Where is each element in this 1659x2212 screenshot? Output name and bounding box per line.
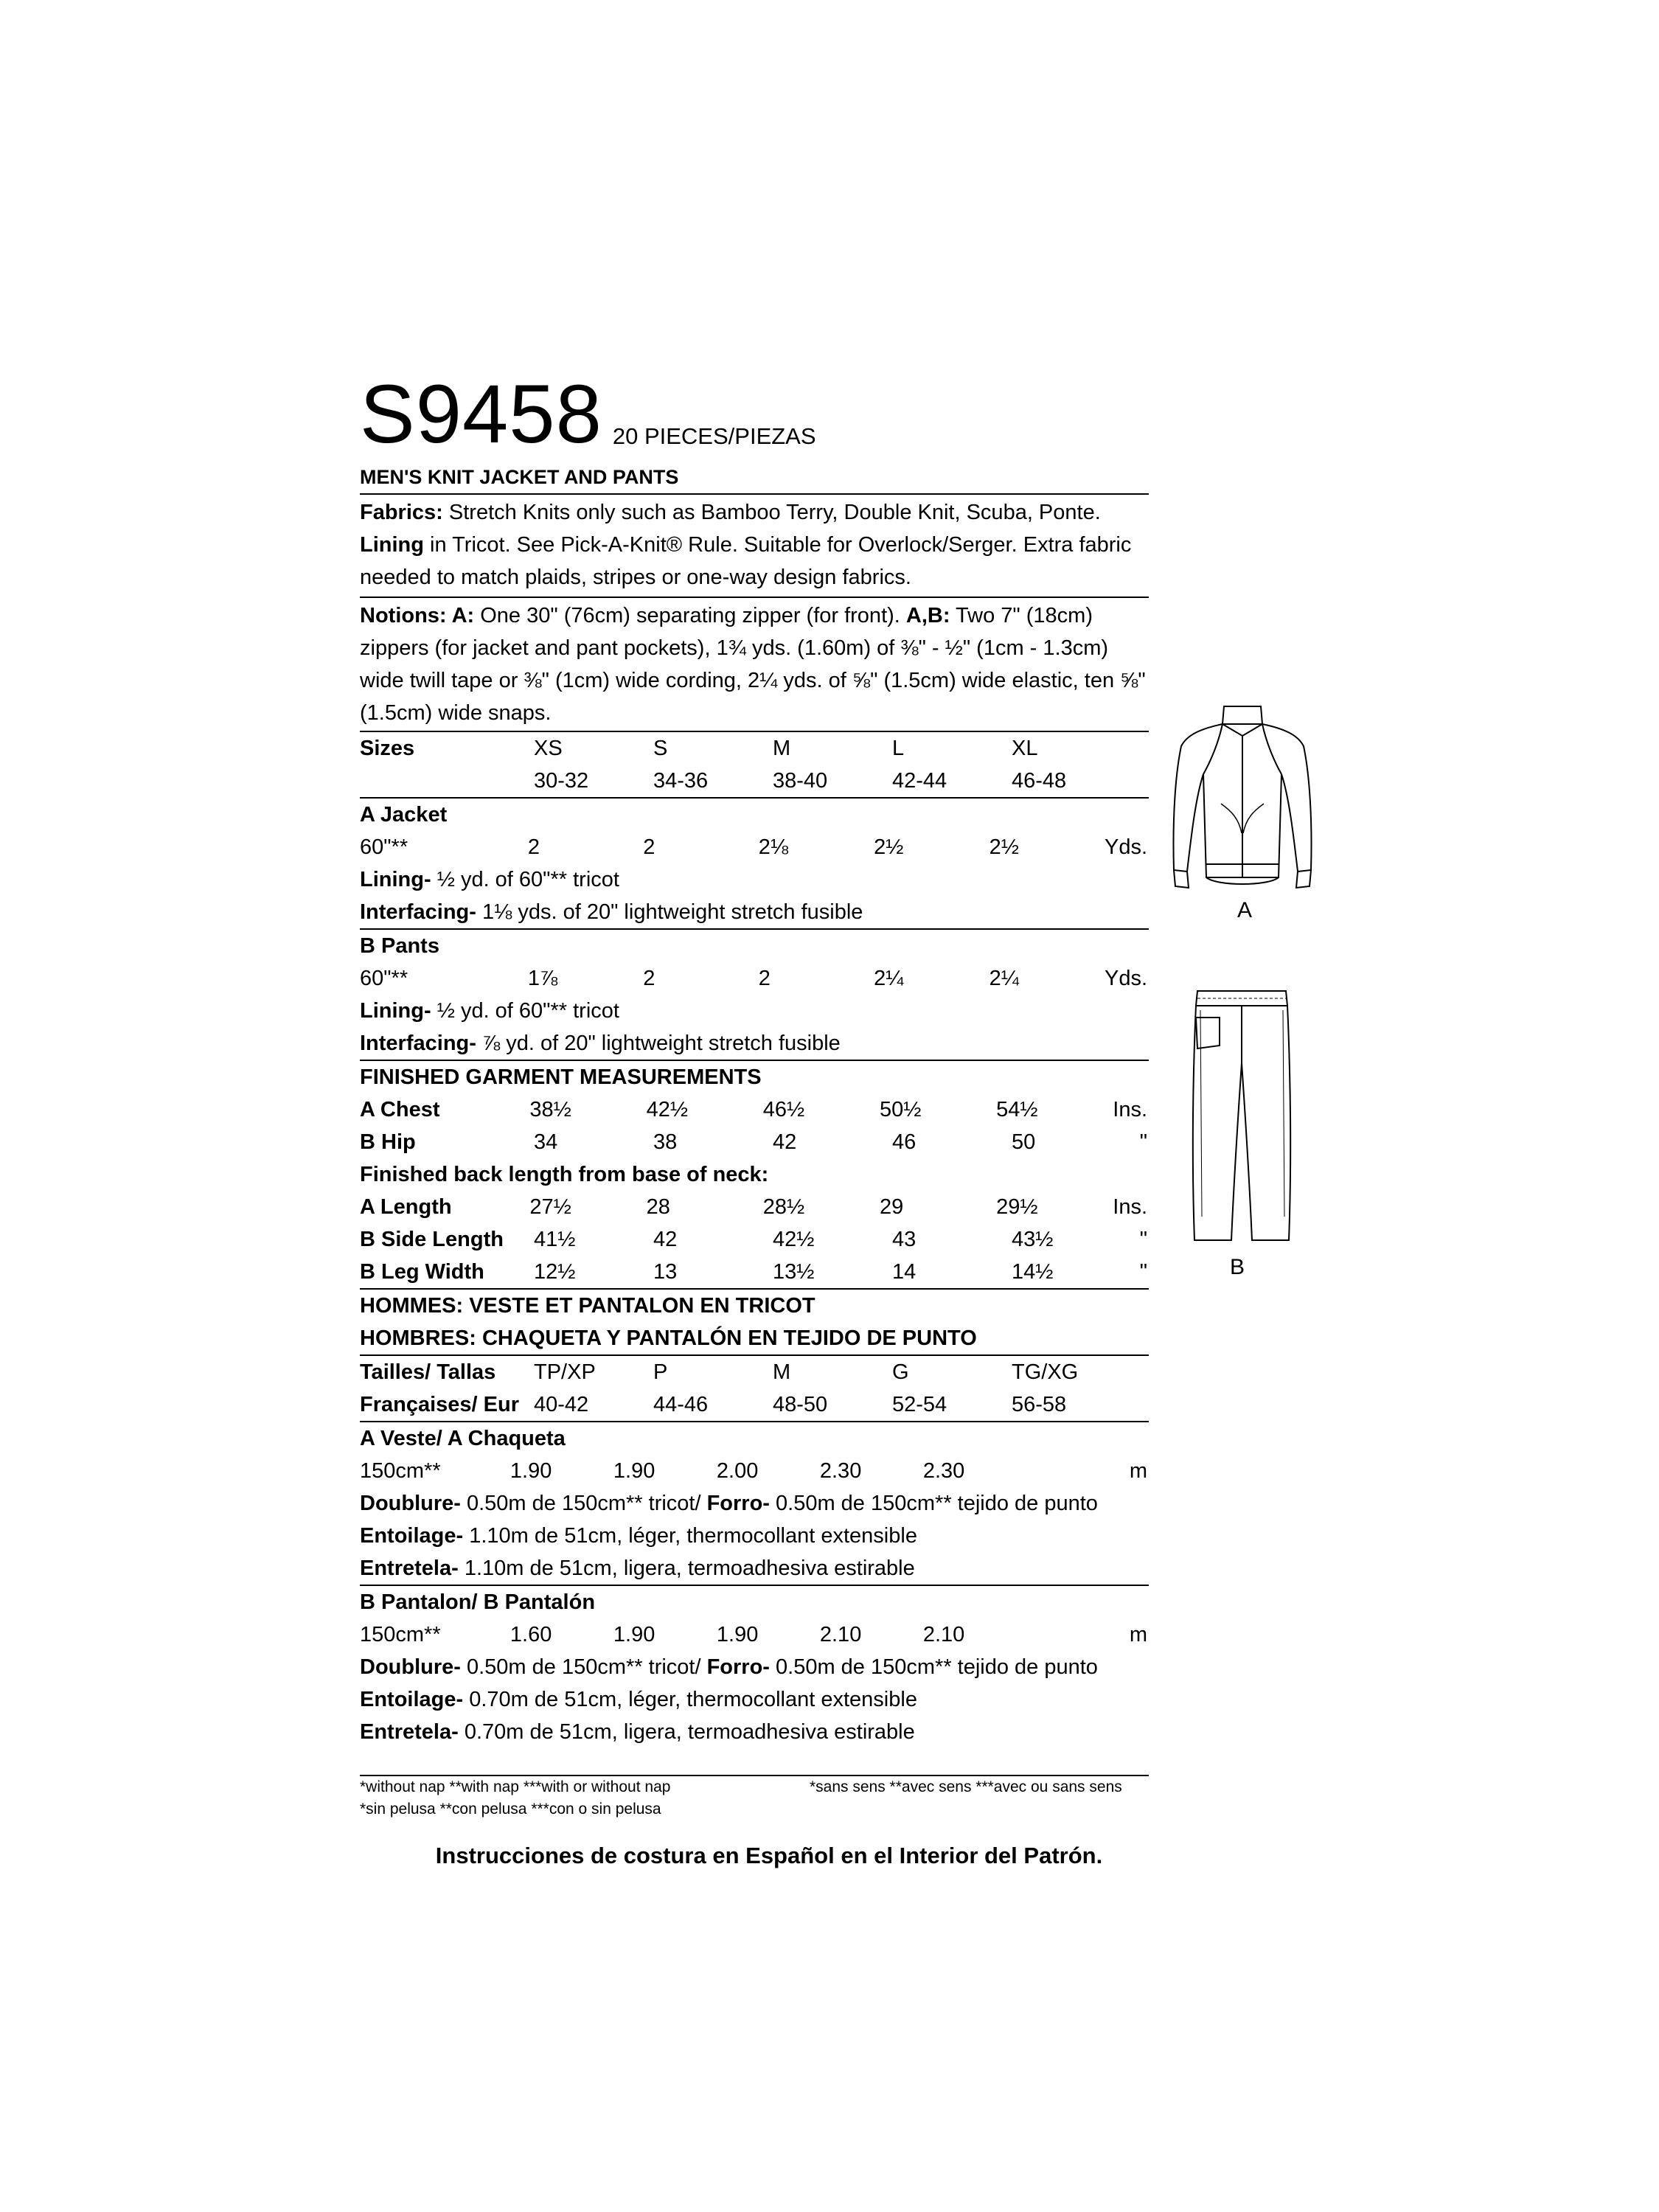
measure-value: 42½: [773, 1227, 815, 1251]
size-range: 44-46: [653, 1392, 709, 1416]
pattern-number: S9458: [360, 368, 602, 460]
veste-entretela: [360, 1552, 1149, 1585]
jacket-interfacing: [360, 896, 1149, 928]
pattern-back-sheet: [360, 367, 1149, 1869]
size-name: P: [653, 1360, 668, 1384]
veste-heading: A Veste/ A Chaqueta: [360, 1427, 566, 1450]
measure-value: 14: [892, 1259, 917, 1284]
yardage-value: 2.30: [922, 1458, 965, 1483]
size-name: S: [653, 736, 668, 760]
yardage-value: 1.60: [509, 1622, 552, 1646]
notions-ab-label: A,B:: [905, 604, 950, 627]
measurements-heading: FINISHED GARMENT MEASUREMENTS: [360, 1065, 762, 1089]
measure-value: 46: [892, 1130, 917, 1154]
jacket-illustration: [1150, 693, 1335, 907]
interfacing-label: Interfacing-: [360, 1032, 476, 1055]
notions-paragraph: [360, 599, 1149, 729]
measure-value: 46½: [762, 1097, 805, 1121]
sizes-label: Sizes: [360, 736, 415, 760]
forro-text: 0.50m de 150cm** tejido de punto: [769, 1492, 1098, 1515]
unit: m: [1129, 1458, 1148, 1483]
pants-yardage-row: [360, 962, 1149, 995]
footnote-spanish: *sin pelusa **con pelusa ***con o sin pelusa: [360, 1801, 661, 1818]
measure-value: 38½: [529, 1097, 571, 1121]
measure-value: 42: [773, 1130, 797, 1154]
hip-row: [360, 1126, 1149, 1158]
entoilage-text: 1.10m de 51cm, léger, thermocollant extensible: [463, 1524, 917, 1548]
notions-text: One 30" (76cm) separating zipper (for front).: [474, 604, 906, 627]
entoilage-text: 0.70m de 51cm, léger, thermocollant extensible: [463, 1688, 917, 1711]
foreign-sizes-row: [360, 1356, 1149, 1388]
measure-value: 42½: [646, 1097, 689, 1121]
yardage-value: 2.10: [819, 1622, 862, 1646]
chest-row: [360, 1093, 1149, 1126]
size-name: XS: [534, 736, 563, 760]
interfacing-label: Interfacing-: [360, 900, 476, 924]
yardage-value: 2.00: [716, 1458, 759, 1483]
yardage-value: 2¼: [874, 966, 904, 990]
measure-value: 28½: [762, 1194, 805, 1219]
fabrics-lining-label: Lining: [360, 533, 424, 557]
measure-value: 43½: [1012, 1227, 1054, 1251]
measure-value: 43: [892, 1227, 917, 1251]
measure-value: 27½: [529, 1194, 571, 1219]
yardage-value: 1.90: [509, 1458, 552, 1483]
fabric-width: 60"**: [360, 966, 408, 990]
size-name: XL: [1012, 736, 1038, 760]
title-row: [360, 367, 1149, 460]
spanish-title: HOMBRES: CHAQUETA Y PANTALÓN EN TEJIDO DE PUNTO: [360, 1326, 977, 1350]
measure-value: 29: [879, 1194, 904, 1219]
measure-label: A Chest: [360, 1097, 440, 1121]
entretela-text: 1.10m de 51cm, ligera, termoadhesiva estirable: [458, 1557, 915, 1580]
lining-text: ½ yd. of 60"** tricot: [431, 999, 619, 1023]
yardage-value: 1.90: [716, 1622, 759, 1646]
pants-heading: B Pants: [360, 934, 439, 958]
size-range: 52-54: [892, 1392, 947, 1416]
notions-a-label: A:: [446, 604, 475, 627]
side-length-row: [360, 1223, 1149, 1256]
measure-value: 13: [653, 1259, 678, 1284]
pants-illustration: [1180, 981, 1305, 1253]
size-name: G: [892, 1360, 909, 1384]
yardage-value: 2: [643, 835, 655, 859]
forro-text: 0.50m de 150cm** tejido de punto: [769, 1655, 1098, 1679]
french-title: HOMMES: VESTE ET PANTALON EN TRICOT: [360, 1294, 815, 1318]
yardage-value: 2.30: [819, 1458, 862, 1483]
entoilage-label: Entoilage-: [360, 1524, 464, 1548]
eur-sizes-row: [360, 1388, 1149, 1421]
lining-label: Lining-: [360, 868, 431, 891]
jacket-heading: A Jacket: [360, 803, 448, 827]
size-name: TG/XG: [1012, 1360, 1079, 1384]
unit: Ins.: [1113, 1194, 1148, 1219]
unit: ": [1139, 1259, 1147, 1284]
yardage-value: 2¼: [989, 966, 1019, 990]
pantalon-heading: B Pantalon/ B Pantalón: [360, 1590, 596, 1614]
measure-value: 12½: [534, 1259, 576, 1284]
notions-label: Notions:: [360, 604, 447, 627]
measure-value: 50: [1012, 1130, 1036, 1154]
pantalon-yardage-row: [360, 1618, 1149, 1651]
yardage-value: 2.10: [922, 1622, 965, 1646]
unit: Ins.: [1113, 1097, 1148, 1121]
forro-label: Forro-: [706, 1655, 770, 1679]
size-range: 56-58: [1012, 1392, 1067, 1416]
notions-text-2: Two 7" (18cm) zippers (for jacket and pant pockets), 1¾ yds. (1.60m) of ⅜" - ½" (1cm - 1.3cm) wide twill tape or ⅜" (1cm) wide cording, 2¼ yds. of ⅝" (1.5cm) wide elastic, ten ⅝" (1.5cm) wide snaps.: [360, 604, 1146, 725]
measure-value: 29½: [996, 1194, 1038, 1219]
jacket-label: A: [1237, 898, 1253, 922]
pantalon-lining: [360, 1651, 1149, 1683]
yardage-value: 2½: [989, 835, 1019, 859]
fabrics-text: Stretch Knits only such as Bamboo Terry, Double Knit, Scuba, Ponte.: [442, 501, 1101, 524]
size-range: 46-48: [1012, 768, 1067, 793]
veste-yardage-row: [360, 1455, 1149, 1487]
footnote-french: *sans sens **avec sens ***avec ou sans sens: [810, 1778, 1122, 1795]
unit: m: [1129, 1622, 1148, 1646]
footnotes-row: [360, 1776, 1149, 1798]
footnotes-row: [360, 1798, 1149, 1820]
doublure-label: Doublure-: [360, 1655, 461, 1679]
size-range: 34-36: [653, 768, 709, 793]
size-ranges-row: [360, 765, 1149, 797]
pants-interfacing: [360, 1027, 1149, 1060]
fabric-width: 60"**: [360, 835, 408, 859]
size-name: M: [773, 736, 791, 760]
unit: Yds.: [1104, 835, 1148, 859]
measure-label: B Side Length: [360, 1227, 504, 1251]
measure-value: 50½: [879, 1097, 922, 1121]
size-name: TP/XP: [534, 1360, 596, 1384]
measure-value: 38: [653, 1130, 678, 1154]
leg-width-row: [360, 1256, 1149, 1288]
forro-label: Forro-: [706, 1492, 770, 1515]
pants-label: B: [1230, 1255, 1245, 1279]
size-range: 48-50: [773, 1392, 828, 1416]
size-range: 38-40: [773, 768, 828, 793]
unit: Yds.: [1104, 966, 1148, 990]
unit: ": [1139, 1227, 1147, 1251]
fabrics-paragraph: [360, 496, 1149, 594]
entretela-label: Entretela-: [360, 1557, 459, 1580]
interfacing-text: ⅞ yd. of 20" lightweight stretch fusible: [476, 1032, 841, 1055]
piece-count: 20 PIECES/PIEZAS: [612, 423, 816, 449]
entretela-text: 0.70m de 51cm, ligera, termoadhesiva estirable: [458, 1720, 915, 1744]
footnote-english: *without nap **with nap ***with or without nap: [360, 1778, 671, 1795]
garment-title: MEN'S KNIT JACKET AND PANTS: [360, 466, 679, 488]
veste-lining: [360, 1487, 1149, 1520]
size-name: L: [892, 736, 905, 760]
yardage-value: 2½: [874, 835, 904, 859]
doublure-label: Doublure-: [360, 1492, 461, 1515]
divider: [360, 597, 1149, 598]
measure-label: B Hip: [360, 1130, 416, 1154]
lining-label: Lining-: [360, 999, 431, 1023]
measure-value: 28: [646, 1194, 670, 1219]
entretela-label: Entretela-: [360, 1720, 459, 1744]
fabric-width: 150cm**: [360, 1622, 441, 1646]
unit: ": [1139, 1130, 1147, 1154]
measure-label: A Length: [360, 1194, 452, 1219]
divider: [360, 493, 1149, 495]
size-range: 30-32: [534, 768, 589, 793]
yardage-value: 1.90: [613, 1622, 655, 1646]
doublure-text: 0.50m de 150cm** tricot/: [460, 1655, 707, 1679]
spanish-instructions-note: Instrucciones de costura en Español en el Interior del Patrón.: [435, 1843, 1103, 1868]
pantalon-entretela: [360, 1716, 1149, 1748]
pantalon-entoilage: [360, 1683, 1149, 1716]
measure-value: 42: [653, 1227, 678, 1251]
jacket-lining: [360, 863, 1149, 896]
yardage-value: 2: [643, 966, 655, 990]
measure-value: 34: [534, 1130, 558, 1154]
size-name: M: [773, 1360, 791, 1384]
yardage-value: 2⅛: [758, 835, 789, 859]
jacket-yardage-row: [360, 831, 1149, 863]
measure-value: 14½: [1012, 1259, 1054, 1284]
foreign-sizes-label: Tailles/ Tallas: [360, 1360, 496, 1384]
fabric-width: 150cm**: [360, 1458, 441, 1483]
doublure-text: 0.50m de 150cm** tricot/: [460, 1492, 707, 1515]
sizes-row: [360, 732, 1149, 765]
yardage-value: 1⅞: [527, 966, 558, 990]
yardage-value: 2: [758, 966, 771, 990]
yardage-value: 2: [527, 835, 540, 859]
fabrics-text-2: in Tricot. See Pick-A-Knit® Rule. Suitable for Overlock/Serger. Extra fabric needed to match plaids, stripes or one-way design fabrics.: [360, 533, 1132, 589]
interfacing-text: 1⅛ yds. of 20" lightweight stretch fusible: [476, 900, 863, 924]
size-range: 42-44: [892, 768, 947, 793]
pants-lining: [360, 995, 1149, 1027]
eur-label: Françaises/ Eur: [360, 1392, 519, 1416]
yardage-value: 1.90: [613, 1458, 655, 1483]
back-length-note: Finished back length from base of neck:: [360, 1163, 769, 1186]
size-range: 40-42: [534, 1392, 589, 1416]
fabrics-label: Fabrics:: [360, 501, 443, 524]
measure-value: 41½: [534, 1227, 576, 1251]
entoilage-label: Entoilage-: [360, 1688, 464, 1711]
measure-value: 54½: [996, 1097, 1038, 1121]
measure-value: 13½: [773, 1259, 815, 1284]
measure-label: B Leg Width: [360, 1259, 484, 1284]
length-row: [360, 1191, 1149, 1223]
veste-entoilage: [360, 1520, 1149, 1552]
lining-text: ½ yd. of 60"** tricot: [431, 868, 619, 891]
